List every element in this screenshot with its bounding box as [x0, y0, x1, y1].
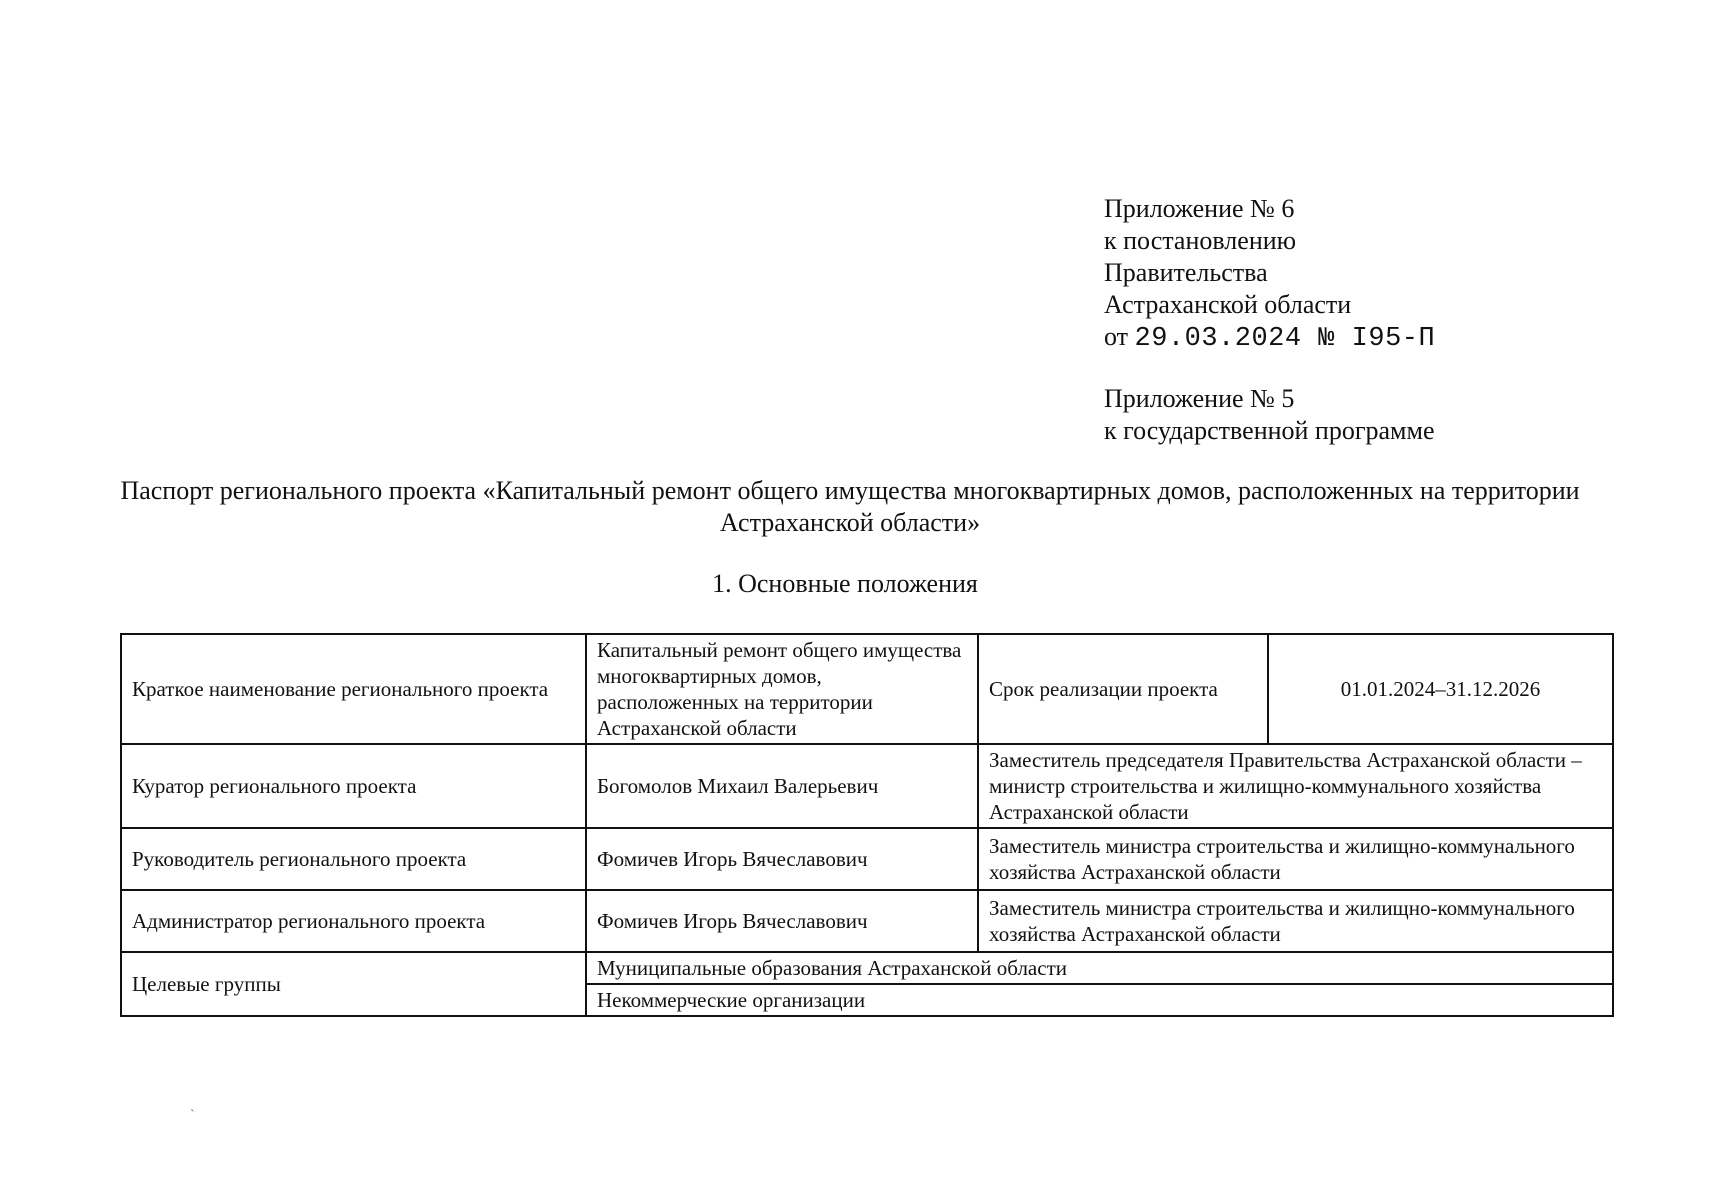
appendix-5-block — [1104, 383, 1524, 447]
appendix-5-line2: к государственной программе — [1104, 416, 1435, 445]
target-groups-label: Целевые группы — [121, 952, 586, 1016]
term-value: 01.01.2024–31.12.2026 — [1268, 634, 1613, 744]
appendix-6-date-line — [1104, 321, 1524, 355]
head-position: Заместитель министра строительства и жилищно-коммунального хозяйства Астраханской области — [978, 828, 1613, 890]
curator-position: Заместитель председателя Правительства Астраханской области – министр строительства и жилищно-коммунального хозяйства Астраханской области — [978, 744, 1613, 828]
short-name-label: Краткое наименование регионального проекта — [121, 634, 586, 744]
admin-label: Администратор регионального проекта — [121, 890, 586, 952]
document-title: Паспорт регионального проекта «Капитальный ремонт общего имущества многоквартирных домов, расположенных на территории Астраханской области» — [120, 476, 1580, 537]
curator-name: Богомолов Михаил Валерьевич — [586, 744, 978, 828]
date-prefix: от — [1104, 322, 1129, 351]
table-row — [121, 634, 1613, 744]
table-row — [121, 828, 1613, 890]
appendix-5-line1: Приложение № 5 — [1104, 384, 1295, 413]
appendix-6-block — [1104, 193, 1524, 355]
table-row — [121, 744, 1613, 828]
short-name-value: Капитальный ремонт общего имущества многоквартирных домов, расположенных на территории Астраханской области — [586, 634, 978, 744]
head-label: Руководитель регионального проекта — [121, 828, 586, 890]
target-group-item: Некоммерческие организации — [586, 984, 1613, 1016]
term-label: Срок реализации проекта — [978, 634, 1268, 744]
section-heading: 1. Основные положения — [712, 569, 978, 598]
curator-label: Куратор регионального проекта — [121, 744, 586, 828]
table-row — [121, 952, 1613, 984]
appendix-6-line3: Правительства — [1104, 258, 1268, 287]
table-row — [121, 890, 1613, 952]
appendix-6-line4: Астраханской области — [1104, 290, 1352, 319]
target-group-item: Муниципальные образования Астраханской области — [586, 952, 1613, 984]
head-name: Фомичев Игорь Вячеславович — [586, 828, 978, 890]
admin-name: Фомичев Игорь Вячеславович — [586, 890, 978, 952]
decree-date-number: 29.03.2024 № I95-П — [1134, 324, 1436, 354]
admin-position: Заместитель министра строительства и жилищно-коммунального хозяйства Астраханской области — [978, 890, 1613, 952]
passport-table — [120, 633, 1614, 1017]
appendix-6-line2: к постановлению — [1104, 226, 1297, 255]
appendix-6-line1: Приложение № 6 — [1104, 194, 1295, 223]
scan-speck: ˋ — [190, 1108, 195, 1123]
